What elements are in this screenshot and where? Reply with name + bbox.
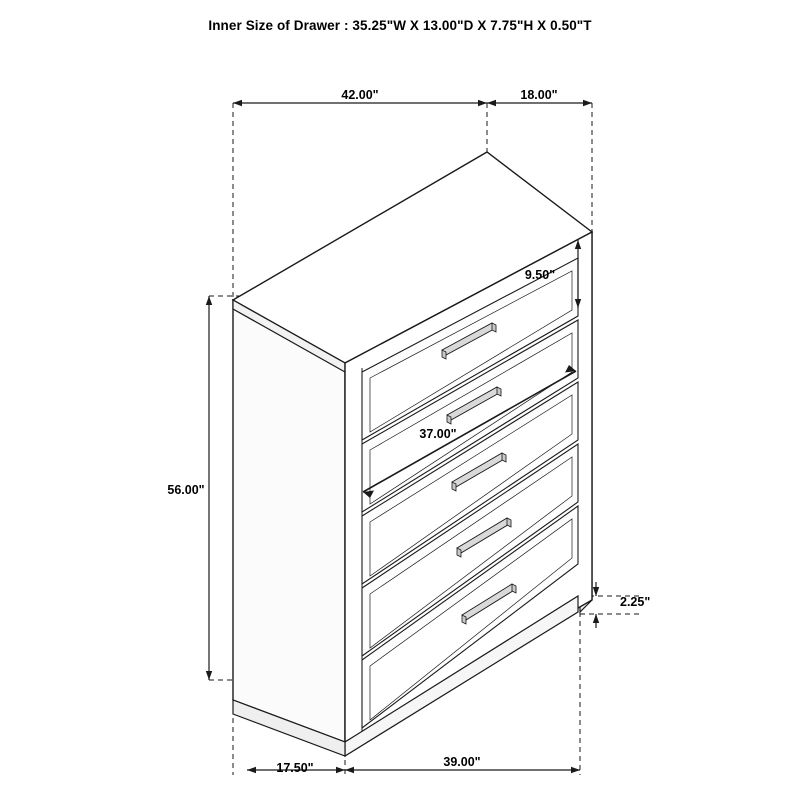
dim-top-drawer-gap-label: 9.50" bbox=[524, 268, 556, 282]
page-title: Inner Size of Drawer : 35.25"W X 13.00"D X 7.75"H X 0.50"T bbox=[208, 18, 592, 33]
dim-base-height-label: 2.25" bbox=[620, 595, 651, 609]
dim-side-depth-label: 17.50" bbox=[276, 761, 314, 775]
dim-front-width-label: 39.00" bbox=[443, 755, 481, 769]
dim-height-arrow bbox=[206, 296, 212, 680]
dim-top-width-label: 42.00" bbox=[341, 88, 379, 102]
dim-height-label: 56.00" bbox=[167, 483, 205, 497]
cabinet-left-side-panel bbox=[233, 300, 345, 742]
dim-base-height-arrow bbox=[593, 582, 599, 628]
dim-top-depth-label: 18.00" bbox=[520, 88, 558, 102]
dim-diagonal-label: 37.00" bbox=[419, 427, 457, 441]
